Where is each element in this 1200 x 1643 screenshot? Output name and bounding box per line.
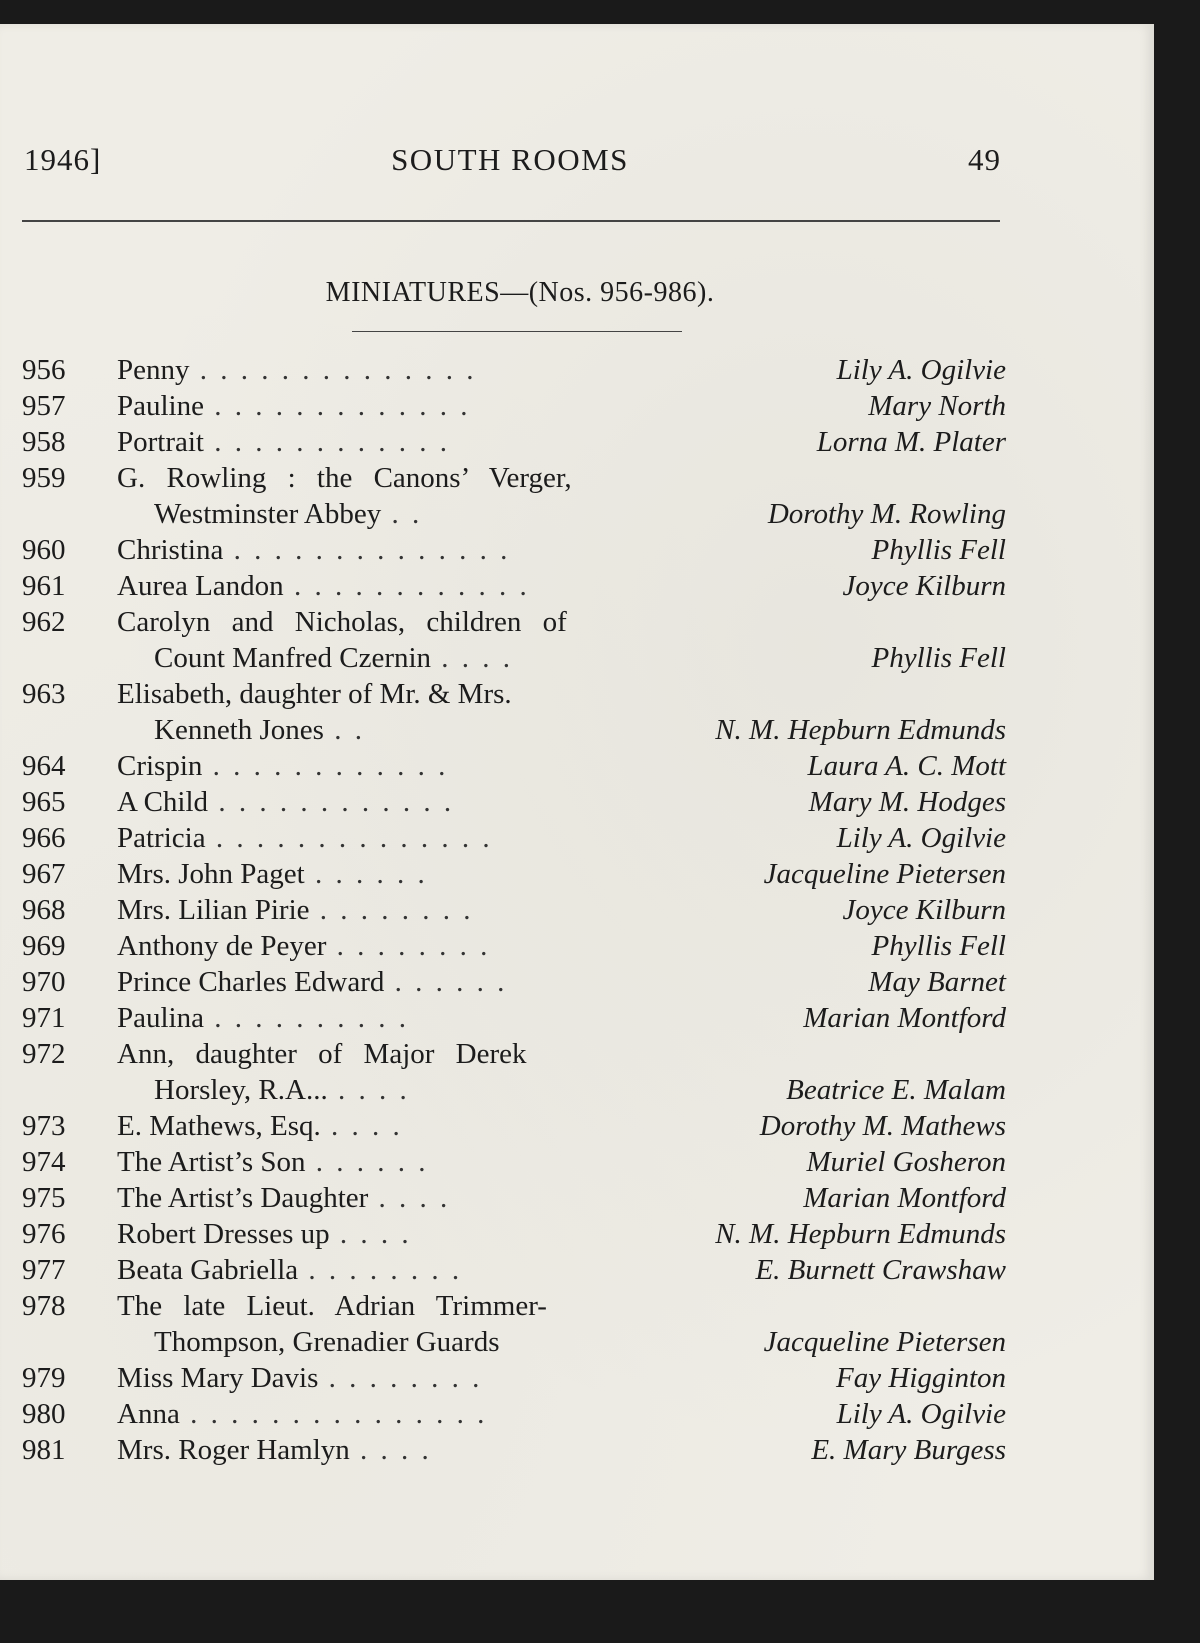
- list-item: [0, 604, 1154, 640]
- entry-title: Anna . . . . . . . . . . . . . . .: [117, 1398, 488, 1430]
- header-rule: [22, 220, 1000, 222]
- list-item: [0, 1252, 1154, 1288]
- entry-artist: Phyllis Fell: [871, 930, 1006, 962]
- entry-number: 976: [22, 1218, 66, 1250]
- list-item: [0, 1108, 1154, 1144]
- list-item-continuation: [0, 640, 1154, 676]
- entry-title: Miss Mary Davis . . . . . . . .: [117, 1362, 483, 1394]
- entry-number: 957: [22, 390, 66, 422]
- list-item: [0, 1396, 1154, 1432]
- section-title: MINIATURES—(Nos. 956-986).: [325, 277, 715, 308]
- list-item: [0, 352, 1154, 388]
- entry-artist: Laura A. C. Mott: [807, 750, 1006, 782]
- entry-number: 973: [22, 1110, 66, 1142]
- list-item: [0, 964, 1154, 1000]
- list-item-continuation: [0, 1072, 1154, 1108]
- entry-artist: Beatrice E. Malam: [786, 1074, 1006, 1106]
- entry-title: Beata Gabriella . . . . . . . .: [117, 1254, 463, 1286]
- entry-artist: Phyllis Fell: [871, 534, 1006, 566]
- list-item: [0, 856, 1154, 892]
- list-item: [0, 1288, 1154, 1324]
- entry-title: Penny . . . . . . . . . . . . . .: [117, 354, 477, 386]
- list-item: [0, 784, 1154, 820]
- list-item: [0, 1036, 1154, 1072]
- entry-title: Mrs. Roger Hamlyn . . . .: [117, 1434, 432, 1466]
- entry-artist: Joyce Kilburn: [842, 894, 1006, 926]
- entry-number: 956: [22, 354, 66, 386]
- list-item: [0, 460, 1154, 496]
- entry-number: 981: [22, 1434, 66, 1466]
- entry-title: Mrs. Lilian Pirie . . . . . . . .: [117, 894, 474, 926]
- entry-artist: May Barnet: [868, 966, 1006, 998]
- entry-title-continuation: Kenneth Jones . .: [154, 714, 365, 746]
- entries-list: [0, 352, 1154, 1468]
- entry-artist: Lorna M. Plater: [816, 426, 1006, 458]
- header-year: 1946]: [24, 142, 102, 177]
- entry-artist: Jacqueline Pietersen: [763, 858, 1006, 890]
- entry-artist: E. Burnett Crawshaw: [755, 1254, 1006, 1286]
- entry-artist: Jacqueline Pietersen: [763, 1326, 1006, 1358]
- entry-title-continuation: Westminster Abbey . .: [154, 498, 423, 530]
- header-section: SOUTH ROOMS: [391, 142, 629, 177]
- entry-artist: Lily A. Ogilvie: [836, 1398, 1006, 1430]
- entry-title: The Artist’s Son . . . . . .: [117, 1146, 429, 1178]
- entry-artist: Phyllis Fell: [871, 642, 1006, 674]
- list-item-continuation: [0, 496, 1154, 532]
- entry-number: 965: [22, 786, 66, 818]
- entry-number: 962: [22, 606, 66, 638]
- entry-title: Crispin . . . . . . . . . . . .: [117, 750, 449, 782]
- list-item-continuation: [0, 712, 1154, 748]
- entry-artist: Dorothy M. Mathews: [759, 1110, 1006, 1142]
- entry-number: 980: [22, 1398, 66, 1430]
- entry-artist: Mary M. Hodges: [808, 786, 1006, 818]
- entry-title-continuation: Count Manfred Czernin . . . .: [154, 642, 514, 674]
- list-item: [0, 1216, 1154, 1252]
- entry-artist: Marian Montford: [803, 1002, 1006, 1034]
- list-item: [0, 388, 1154, 424]
- list-item: [0, 568, 1154, 604]
- list-item: [0, 1360, 1154, 1396]
- entry-artist: Muriel Gosheron: [806, 1146, 1006, 1178]
- entry-title-continuation: Horsley, R.A... . . . .: [154, 1074, 410, 1106]
- entry-number: 966: [22, 822, 66, 854]
- entry-number: 969: [22, 930, 66, 962]
- entry-artist: Lily A. Ogilvie: [836, 822, 1006, 854]
- entry-number: 971: [22, 1002, 66, 1034]
- entry-number: 961: [22, 570, 66, 602]
- entry-title: Carolyn and Nicholas, children of: [117, 606, 567, 638]
- entry-artist: Lily A. Ogilvie: [836, 354, 1006, 386]
- list-item: [0, 424, 1154, 460]
- entry-title: Pauline . . . . . . . . . . . . .: [117, 390, 471, 422]
- entry-number: 967: [22, 858, 66, 890]
- entry-title: Paulina . . . . . . . . . .: [117, 1002, 409, 1034]
- entry-number: 970: [22, 966, 66, 998]
- entry-title: Prince Charles Edward . . . . . .: [117, 966, 508, 998]
- entry-artist: N. M. Hepburn Edmunds: [715, 1218, 1006, 1250]
- entry-artist: Joyce Kilburn: [842, 570, 1006, 602]
- entry-artist: Fay Higginton: [836, 1362, 1006, 1394]
- list-item: [0, 1180, 1154, 1216]
- entry-number: 958: [22, 426, 66, 458]
- entry-artist: Marian Montford: [803, 1182, 1006, 1214]
- section-rule: [352, 331, 682, 332]
- list-item: [0, 748, 1154, 784]
- catalogue-page: [0, 24, 1154, 1580]
- page-number: 49: [968, 142, 1001, 177]
- entry-number: 978: [22, 1290, 66, 1322]
- list-item: [0, 676, 1154, 712]
- entry-artist: N. M. Hepburn Edmunds: [715, 714, 1006, 746]
- entry-title: Aurea Landon . . . . . . . . . . . .: [117, 570, 530, 602]
- entry-title: Christina . . . . . . . . . . . . . .: [117, 534, 511, 566]
- entry-title: G. Rowling : the Canons’ Verger,: [117, 462, 572, 494]
- entry-title: E. Mathews, Esq. . . . .: [117, 1110, 403, 1142]
- list-item: [0, 1432, 1154, 1468]
- entry-number: 960: [22, 534, 66, 566]
- entry-title: The late Lieut. Adrian Trimmer-: [117, 1290, 547, 1322]
- entry-number: 959: [22, 462, 66, 494]
- entry-number: 963: [22, 678, 66, 710]
- entry-number: 977: [22, 1254, 66, 1286]
- entry-title: Portrait . . . . . . . . . . . .: [117, 426, 450, 458]
- list-item: [0, 532, 1154, 568]
- list-item-continuation: [0, 1324, 1154, 1360]
- list-item: [0, 928, 1154, 964]
- entry-number: 968: [22, 894, 66, 926]
- entry-title: A Child . . . . . . . . . . . .: [117, 786, 455, 818]
- entry-artist: E. Mary Burgess: [811, 1434, 1006, 1466]
- entry-number: 964: [22, 750, 66, 782]
- entry-artist: Dorothy M. Rowling: [767, 498, 1006, 530]
- entry-title: The Artist’s Daughter . . . .: [117, 1182, 451, 1214]
- entry-title: Elisabeth, daughter of Mr. & Mrs.: [117, 678, 512, 710]
- entry-title-continuation: Thompson, Grenadier Guards: [154, 1326, 500, 1358]
- entry-number: 979: [22, 1362, 66, 1394]
- list-item: [0, 1144, 1154, 1180]
- entry-title: Anthony de Peyer . . . . . . . .: [117, 930, 491, 962]
- entry-title: Patricia . . . . . . . . . . . . . .: [117, 822, 493, 854]
- list-item: [0, 892, 1154, 928]
- entry-artist: Mary North: [868, 390, 1006, 422]
- entry-number: 975: [22, 1182, 66, 1214]
- entry-number: 974: [22, 1146, 66, 1178]
- entry-title: Robert Dresses up . . . .: [117, 1218, 412, 1250]
- entry-number: 972: [22, 1038, 66, 1070]
- entry-title: Mrs. John Paget . . . . . .: [117, 858, 428, 890]
- list-item: [0, 820, 1154, 856]
- list-item: [0, 1000, 1154, 1036]
- running-head: [0, 142, 1154, 192]
- entry-title: Ann, daughter of Major Derek: [117, 1038, 527, 1070]
